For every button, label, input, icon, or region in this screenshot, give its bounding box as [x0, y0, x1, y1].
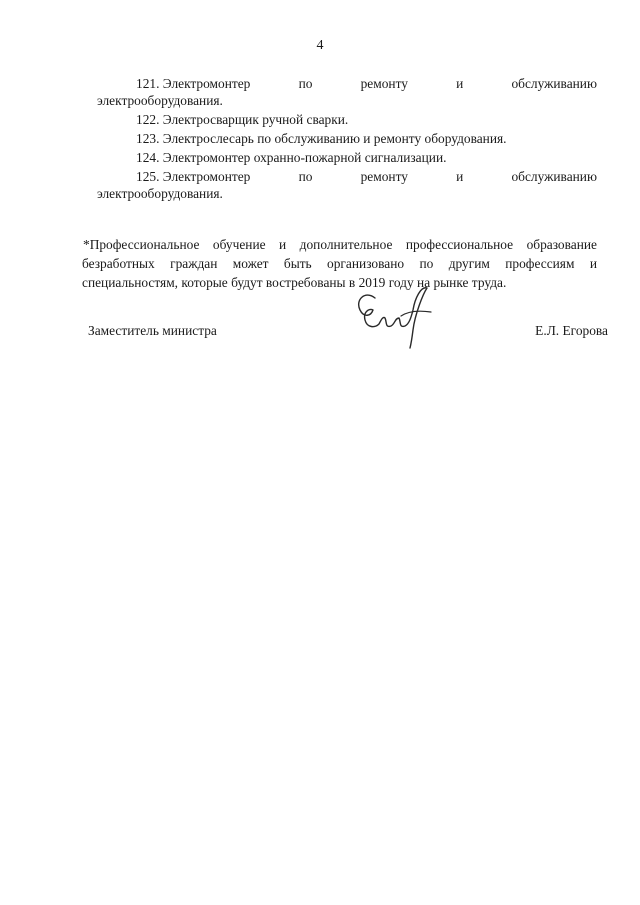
list-item-122 [97, 111, 597, 128]
list-item-word: обслуживанию [511, 76, 597, 91]
list-item-first-line [97, 168, 597, 185]
signature-block [88, 305, 608, 365]
list-item-text: 123. Электрослесарь по обслуживанию и ремонту оборудования. [136, 131, 507, 146]
signatory-title: Заместитель министра [88, 323, 217, 338]
list-item-word: по [298, 76, 313, 91]
list-item-121 [97, 75, 597, 109]
list-item-124 [97, 149, 597, 166]
list-item-125 [97, 168, 597, 202]
list-item-text: 122. Электросварщик ручной сварки. [136, 112, 349, 127]
list-item-first-line [97, 111, 597, 128]
list-item-continuation: электрооборудования. [97, 93, 223, 108]
signatory-name: Е.Л. Егорова [535, 323, 608, 338]
list-item-word: 125. Электромонтер [136, 169, 251, 184]
page-number: 4 [316, 38, 324, 53]
list-item-word: и [456, 169, 464, 184]
handwritten-signature [351, 280, 436, 350]
list-item-word: 121. Электромонтер [136, 76, 251, 91]
list-item-first-line [97, 149, 597, 166]
list-item-first-line [97, 75, 597, 92]
list-item-word: обслуживанию [511, 169, 597, 184]
list-item-word: и [456, 76, 464, 91]
list-item-continuation: электрооборудования. [97, 186, 223, 201]
list-item-123 [97, 130, 597, 147]
footnote: *Профессиональное обучение и дополнительное профессиональное образование безработных граждан может быть организовано по другим профессиям и специальностям, которые будут востребованы в 2019 году на рынке труда. [82, 237, 597, 291]
list-item-word: по [298, 169, 313, 184]
profession-list [97, 75, 597, 204]
list-item-first-line [97, 130, 597, 147]
list-item-word: ремонту [360, 76, 408, 91]
list-item-text: 124. Электромонтер охранно-пожарной сигнализации. [136, 150, 447, 165]
list-item-word: ремонту [360, 169, 408, 184]
